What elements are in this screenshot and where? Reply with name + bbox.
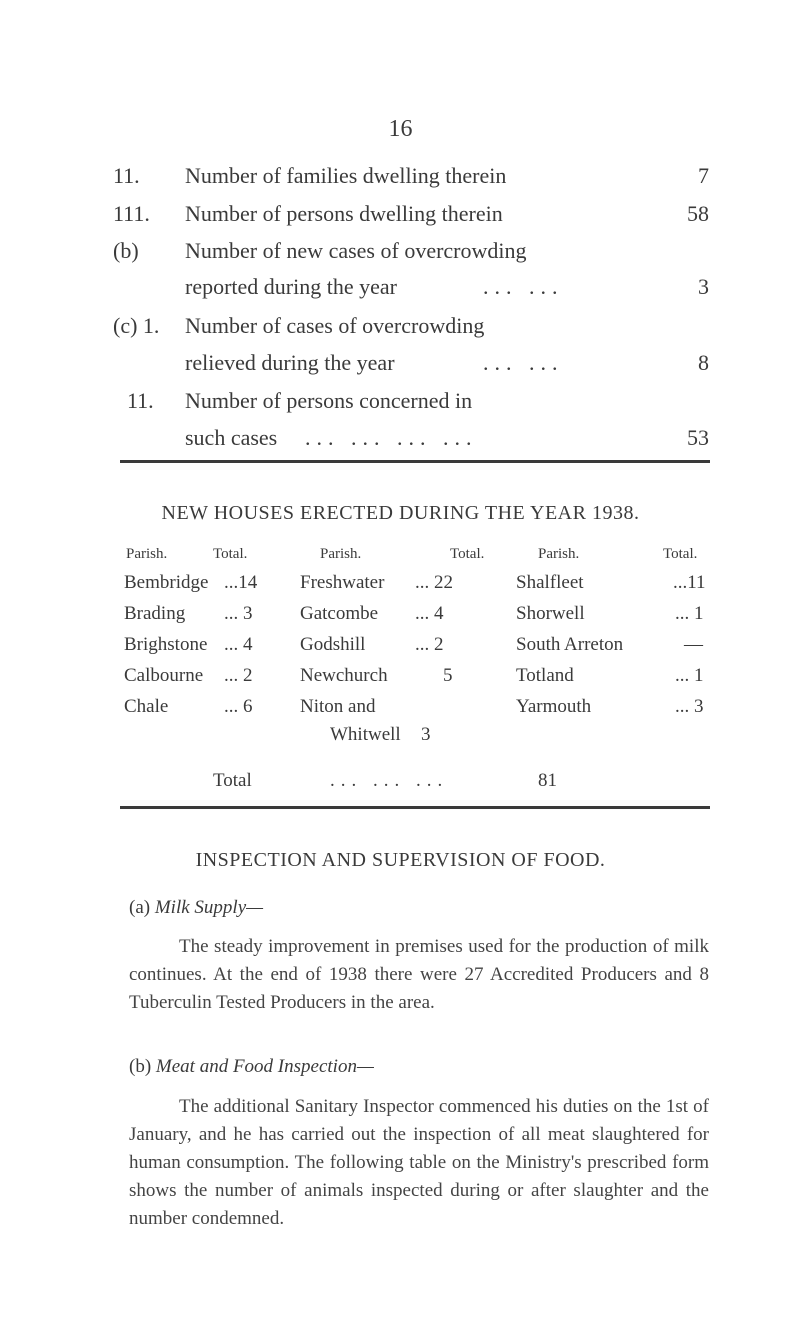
subsection-label: (b)	[129, 1056, 152, 1077]
parish-name: Totland	[516, 665, 574, 686]
list-item	[113, 163, 709, 189]
item-number: 11.	[113, 163, 140, 188]
item-number: (c) 1.	[113, 313, 160, 338]
parish-total: ... 3	[675, 696, 704, 717]
parish-total: ...11	[673, 572, 706, 593]
parish-name: Gatcombe	[300, 603, 379, 624]
item-text: Number of new cases of overcrowding	[185, 238, 527, 263]
divider	[120, 806, 710, 809]
grand-total-label: Total	[213, 770, 252, 791]
parish-total: ... 22	[415, 572, 453, 593]
item-number: 111.	[113, 201, 150, 226]
item-text: Number of persons concerned in	[185, 388, 473, 413]
parish-name: Niton and	[300, 696, 376, 717]
parish-name: Godshill	[300, 634, 366, 655]
milk-supply-paragraph: The steady improvement in premises used for the production of milk continues. At the end of 1938 there were 27 Accredited Producers and 8 Tuberculin Tested Producers in the area.	[129, 936, 709, 1013]
item-value: 3	[698, 274, 709, 299]
leader-dots: ... ...	[483, 274, 564, 299]
subsection-title: Meat and Food Inspection—	[155, 1056, 374, 1077]
item-text-line2: relieved during the year	[185, 350, 395, 375]
parish-total: 3	[421, 724, 431, 745]
grand-total-value: 81	[538, 770, 557, 791]
subsection-title: Milk Supply—	[154, 897, 264, 918]
meat-inspection-paragraph: The additional Sanitary Inspector commenced his duties on the 1st of January, and he has carried out the inspection of all meat slaughtered for human consumption. The following table on the Ministry's prescribed form shows the number of animals inspected during or after slaughter and the number condemned.	[129, 1096, 709, 1229]
column-header: Total.	[663, 546, 698, 562]
parish-total: ... 4	[415, 603, 444, 624]
parish-name: Freshwater	[300, 572, 385, 593]
leader-dots: ... ... ...	[330, 770, 449, 791]
parish-name: Newchurch	[300, 665, 388, 686]
milk-supply-heading	[129, 897, 263, 919]
column-header: Parish.	[320, 546, 362, 562]
parish-total: ... 2	[415, 634, 444, 655]
list-item	[113, 201, 709, 227]
parish-name: Shorwell	[516, 603, 585, 624]
item-number: (b)	[113, 238, 139, 263]
list-item	[113, 313, 709, 377]
parish-total: ... 1	[675, 665, 704, 686]
item-number: 11.	[127, 388, 154, 413]
parish-total: ... 2	[224, 665, 253, 686]
parish-name: Brighstone	[124, 634, 208, 655]
leader-dots: ... ... ... ...	[305, 425, 478, 450]
divider	[120, 460, 710, 463]
parish-total: ... 4	[224, 634, 253, 655]
column-header: Total.	[213, 546, 248, 562]
parish-name: Bembridge	[124, 572, 209, 593]
parish-name: Calbourne	[124, 665, 204, 686]
parish-total: ...14	[224, 572, 258, 593]
parish-total: —	[684, 634, 703, 655]
parish-name: Chale	[124, 696, 169, 717]
item-value: 8	[698, 350, 709, 375]
item-text-line2: reported during the year	[185, 274, 397, 299]
inspection-title: INSPECTION AND SUPERVISION OF FOOD.	[195, 849, 606, 871]
item-value: 53	[687, 425, 709, 450]
parish-total: ... 1	[675, 603, 704, 624]
page-number: 16	[388, 116, 413, 142]
parish-name: Shalfleet	[516, 572, 584, 593]
parish-name: South Arreton	[516, 634, 624, 655]
item-text: Number of families dwelling therein	[185, 163, 507, 188]
parish-name: Brading	[124, 603, 186, 624]
meat-inspection-heading	[129, 1056, 374, 1078]
item-text: Number of cases of overcrowding	[185, 313, 485, 338]
parish-total: ... 6	[224, 696, 253, 717]
item-value: 58	[687, 201, 709, 226]
column-header: Total.	[450, 546, 485, 562]
parish-total: 5	[443, 665, 453, 686]
subsection-label: (a)	[129, 897, 151, 918]
parish-name-line2: Whitwell	[330, 724, 401, 745]
item-value: 7	[698, 163, 709, 188]
list-item	[113, 388, 709, 452]
parish-total: ... 3	[224, 603, 253, 624]
list-item	[113, 238, 709, 302]
parish-name: Yarmouth	[516, 696, 592, 717]
column-header: Parish.	[538, 546, 580, 562]
item-text: Number of persons dwelling therein	[185, 201, 503, 226]
column-header: Parish.	[126, 546, 168, 562]
new-houses-title: NEW HOUSES ERECTED DURING THE YEAR 1938.	[161, 502, 640, 524]
leader-dots: ... ...	[483, 350, 564, 375]
item-text-line2: such cases	[185, 425, 278, 450]
